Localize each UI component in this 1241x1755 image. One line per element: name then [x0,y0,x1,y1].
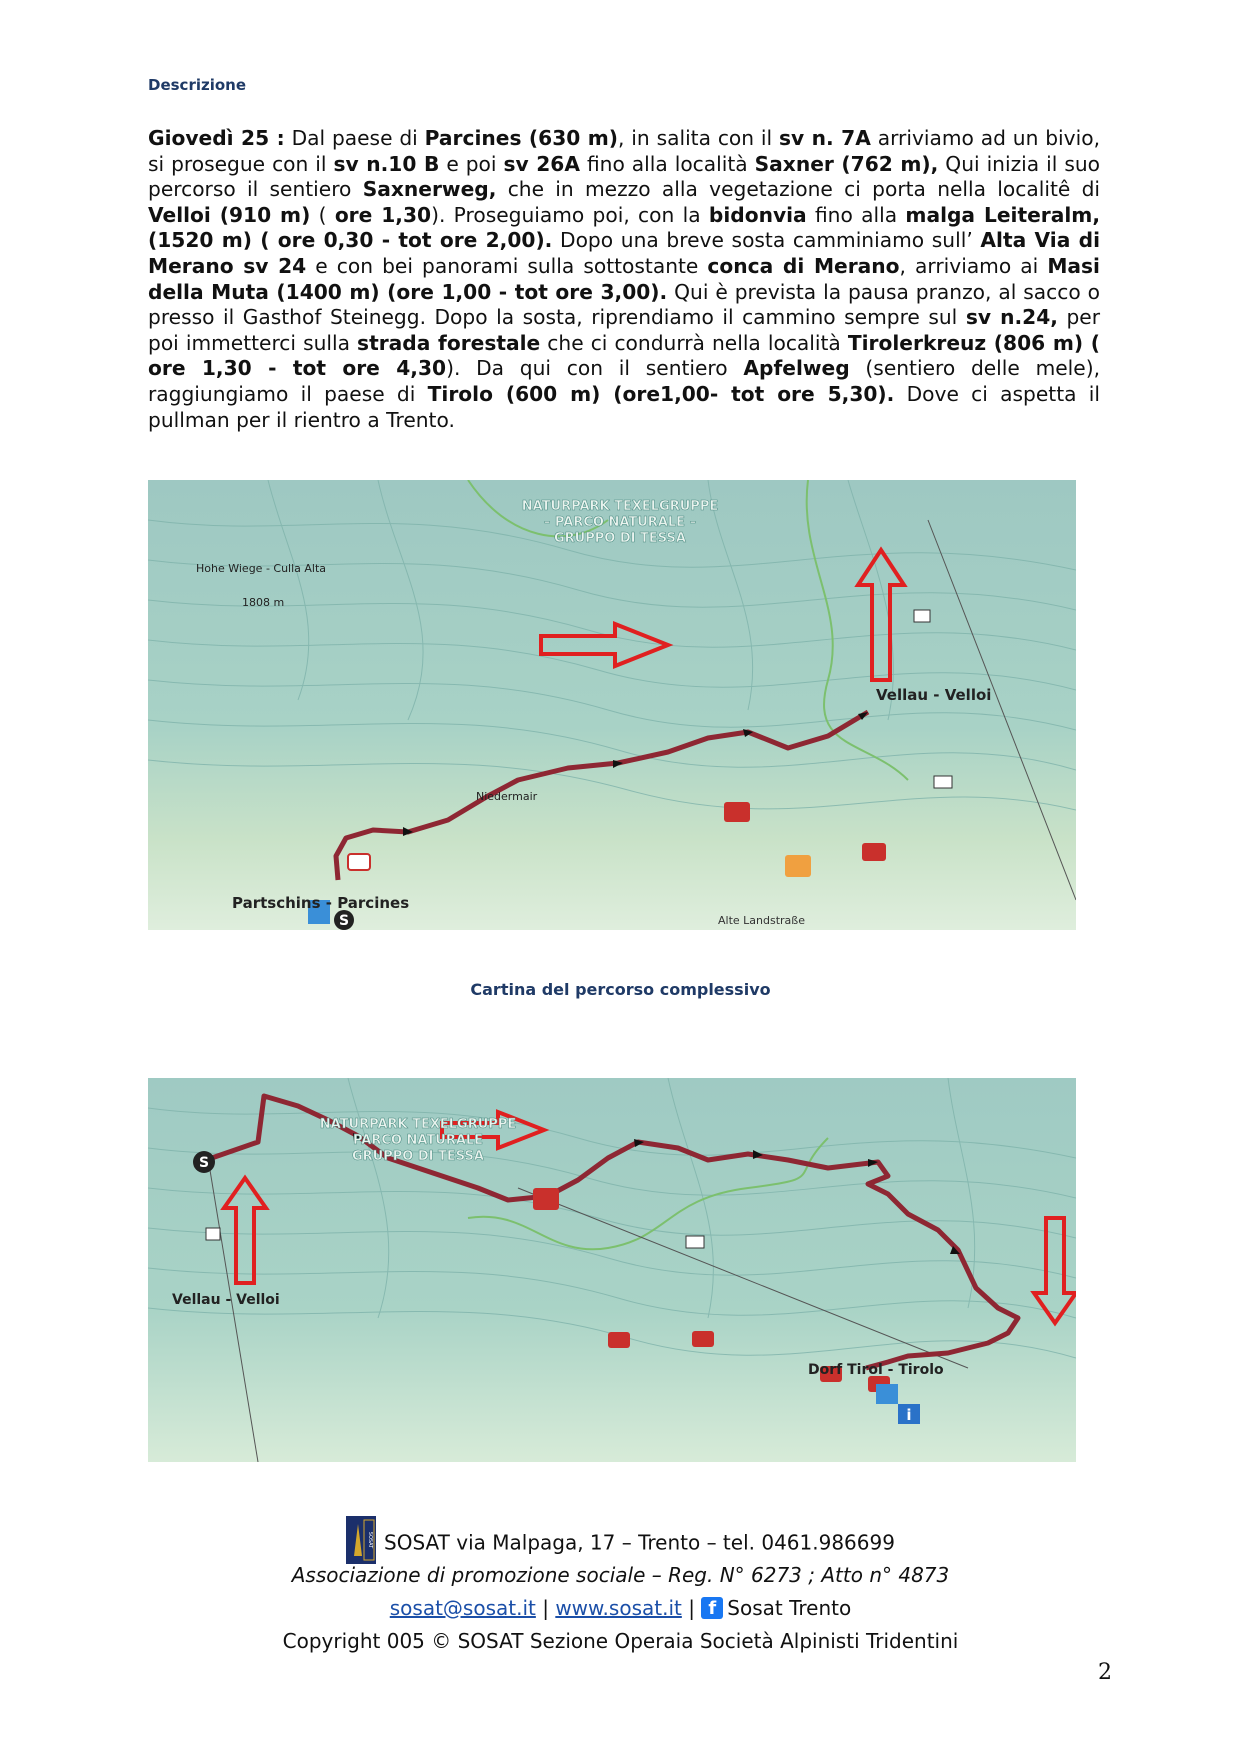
place-alte-landstrasse: Alte Landstraße [718,914,805,927]
footer-line1: SOSAT via Malpaga, 17 – Trento – tel. 0461.986699 [384,1530,895,1555]
description-bold-segment: Alta Via di Merano sv 24 [148,228,1101,278]
description-bold-segment: sv 26A [503,151,580,176]
cable-car-icon [686,1236,704,1248]
hut-icon [862,843,886,861]
section-heading: Descrizione [148,76,247,94]
route-map-first-section [148,480,1076,930]
place-vellau: Vellau - Velloi [876,686,992,704]
description-segment: (sentiero delle mele), raggiungiamo il paese di [148,356,1100,406]
place-vellau: Vellau - Velloi [172,1292,280,1308]
facebook-link[interactable]: Sosat Trento [727,1596,852,1620]
park-label-line3: GRUPPO DI TESSA [554,531,686,546]
description-segment: e poi [439,151,504,176]
footer-copyright: Copyright 005 © SOSAT Sezione Operaia Società Alpinisti Tridentini [282,1629,959,1653]
hut-icon [692,1331,714,1347]
description-segment: ( [310,202,335,227]
description-bold-segment: Saxner (762 m), [754,151,939,176]
peak-name: Hohe Wiege - Culla Alta [196,562,327,575]
footer-separator: | [681,1596,702,1620]
logo-lettering: SOSAT [367,1531,374,1549]
description-segment: , in salita con il [618,126,780,150]
route-map-second-section [148,1078,1076,1462]
description-bold-segment: Velloi (910 m) [148,202,311,227]
hut-icon [608,1332,630,1348]
shop-icon [876,1384,898,1404]
place-niedermair: Niedermair [476,790,538,803]
website-link[interactable]: www.sosat.it [555,1596,682,1620]
park-label-line2: – PARCO NATURALE – [543,515,697,530]
description-bold-segment: ore 1,30 [334,202,432,227]
description-bold-segment: Saxnerweg, [362,177,497,202]
park-label-line2: PARCO NATURALE [352,1133,484,1148]
place-tirolo: Dorf Tirol - Tirolo [808,1362,944,1378]
description-segment: Dopo una breve sosta camminiamo sull’ [552,228,981,253]
description-segment: e con bei panorami sulla sottostante [306,253,708,278]
description-bold-segment: Giovedì 25 : [148,126,285,150]
park-label-line1: NATURPARK TEXELGRUPPE [521,499,719,514]
description-bold-segment: conca di Merano [707,253,900,278]
facebook-icon[interactable]: f [701,1597,723,1619]
description-bold-segment: sv n. 7A [779,126,871,150]
description-bold-segment: Parcines (630 m) [424,126,619,150]
cable-car-icon [914,610,930,622]
description-segment: fino alla località [579,151,755,176]
description-bold-segment: malga Leiteralm, (1520 m) ( ore 0,30 - tot ore 2,00). [148,202,1100,253]
hut-icon [348,854,370,870]
description-segment: Qui inizia il suo percorso il sentiero [148,151,1100,202]
description-bold-segment: strada forestale [357,330,541,355]
description-segment: arriviamo ad un bivio, si prosegue con il [148,126,1100,176]
hut-icon [533,1188,559,1210]
description-segment: che ci condurrà nella località [540,330,848,355]
footer-association-line: Associazione di promozione sociale – Reg. N° 6273 ; Atto n° 4873 [291,1563,950,1587]
footer-address-line [0,1520,1241,1568]
start-marker-label: S [338,913,350,929]
description-paragraph [148,126,1100,433]
description-segment: fino alla [806,202,906,227]
restaurant-icon [785,855,811,877]
email-link[interactable]: sosat@sosat.it [389,1596,536,1620]
description-segment: Dal paese di [284,126,425,150]
info-icon-label: i [906,1406,912,1424]
hut-icon [724,802,750,822]
description-bold-segment: sv n.10 B [333,151,440,176]
description-bold-segment: Masi della Muta (1400 m) (ore 1,00 - tot ore 3,00). [148,253,1100,304]
description-segment: che in mezzo alla vegetazione ci porta nella localitê di [496,177,1101,202]
page-number: 2 [1098,1660,1112,1685]
start-marker-label: S [198,1155,210,1171]
cable-car-icon [206,1228,220,1240]
description-bold-segment: Apfelweg [743,356,850,381]
park-label-line1: NATURPARK TEXELGRUPPE [319,1117,517,1132]
cable-car-icon [934,776,952,788]
map-caption: Cartina del percorso complessivo [470,980,771,999]
park-label-line3: GRUPPO DI TESSA [352,1149,484,1164]
description-segment: per poi immetterci sulla [148,305,1100,355]
description-segment: ). Proseguiamo poi, con la [431,202,709,227]
description-segment: , arriviamo ai [899,253,1048,278]
description-bold-segment: Tirolerkreuz (806 m) ( ore 1,30 - tot ore 4,30 [148,330,1101,381]
description-segment: Qui è prevista la pausa pranzo, al sacco o presso il Gasthof Steinegg. Dopo la sosta, riprendiamo il cammino sempre sul [148,279,1100,330]
sosat-logo-icon [346,1516,376,1564]
description-segment: Dove ci aspetta il pullman per il rientro a Trento. [148,381,1100,432]
description-bold-segment: Tirolo (600 m) (ore1,00- tot ore 5,30). [427,381,895,406]
description-segment: ). Da qui con il sentiero [446,356,744,381]
description-bold-segment: bidonvia [708,202,807,227]
place-parcines: Partschins - Parcines [232,894,410,912]
footer-separator: | [535,1596,556,1620]
peak-altitude: 1808 m [242,596,285,609]
description-bold-segment: sv n.24, [965,305,1058,330]
footer-links-line [0,1596,1241,1621]
